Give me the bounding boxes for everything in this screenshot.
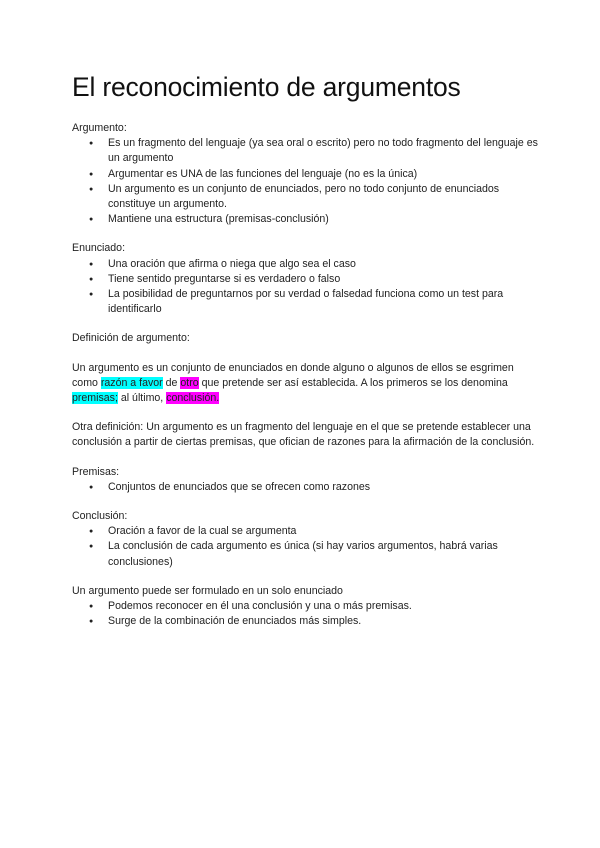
section-label: Argumento: (72, 122, 127, 134)
section-label: Conclusión: (72, 510, 128, 523)
list-item: ● Podemos reconocer en él una conclusión y una o más premisas. (72, 599, 542, 614)
list-item: ● Es un fragmento del lenguaje (ya sea oral o escrito) pero no todo fragmento del lenguaje es un argumento (72, 136, 542, 166)
document-page (72, 70, 542, 643)
other-definition-paragraph: Otra definición: Un argumento es un fragmento del lenguaje en el que se pretende establecer una conclusión a partir de ciertas premisas, que ofician de razones para la afirmación de la conclusión. (72, 421, 535, 449)
list-item: ● La posibilidad de preguntarnos por su verdad o falsedad funciona como un test para identificarlo (72, 287, 542, 317)
bullet-list (72, 480, 542, 495)
section-enunciado (72, 241, 542, 317)
section-conclusion (72, 509, 542, 570)
list-item: ● Oración a favor de la cual se argumenta (72, 524, 542, 539)
bullet-list (72, 524, 542, 570)
section-otra-definicion (72, 420, 542, 450)
list-item: ● Argumentar es UNA de las funciones del lenguaje (no es la única) (72, 167, 542, 182)
list-item: ● Una oración que afirma o niega que algo sea el caso (72, 257, 542, 272)
highlight-premisas: premisas; (72, 392, 118, 405)
section-definicion-label (72, 331, 542, 346)
list-item: ● Surge de la combinación de enunciados más simples. (72, 614, 542, 629)
text-run: Un argumento es un conjunto de enunciados en donde alguno o algunos de ellos se esgrimen como (72, 361, 514, 389)
section-label: Un argumento puede ser formulado en un solo enunciado (72, 584, 343, 597)
highlight-razon-a-favor: razón a favor (100, 376, 163, 389)
text-run: al último, (117, 392, 167, 405)
section-label: Enunciado: (72, 242, 126, 255)
list-item: ● La conclusión de cada argumento es única (si hay varios argumentos, habrá varias conclusiones) (72, 539, 542, 569)
text-run: que pretende ser así establecida. A los primeros se los denomina (198, 376, 508, 389)
document-title: El reconocimiento de argumentos (72, 72, 461, 102)
list-item: ● Un argumento es un conjunto de enunciados, pero no todo conjunto de enunciados constituye un argumento. (72, 182, 542, 212)
bullet-list (72, 136, 542, 227)
list-item: ● Tiene sentido preguntarse si es verdadero o falso (72, 272, 542, 287)
list-item: ● Mantiene una estructura (premisas-conclusión) (72, 212, 542, 227)
highlight-conclusion: conclusión. (166, 392, 220, 405)
bullet-list (72, 599, 542, 629)
bullet-list (72, 257, 542, 318)
section-premisas (72, 465, 542, 495)
section-label: Premisas: (72, 465, 120, 478)
list-item: ● Conjuntos de enunciados que se ofrecen como razones (72, 480, 542, 495)
section-argumento (72, 121, 542, 227)
section-formulado (72, 584, 542, 630)
highlight-otro: otro (180, 376, 199, 389)
text-run: de (162, 376, 181, 389)
definition-paragraph (72, 361, 542, 407)
section-definicion (72, 361, 542, 407)
section-label: Definición de argumento: (72, 332, 190, 345)
